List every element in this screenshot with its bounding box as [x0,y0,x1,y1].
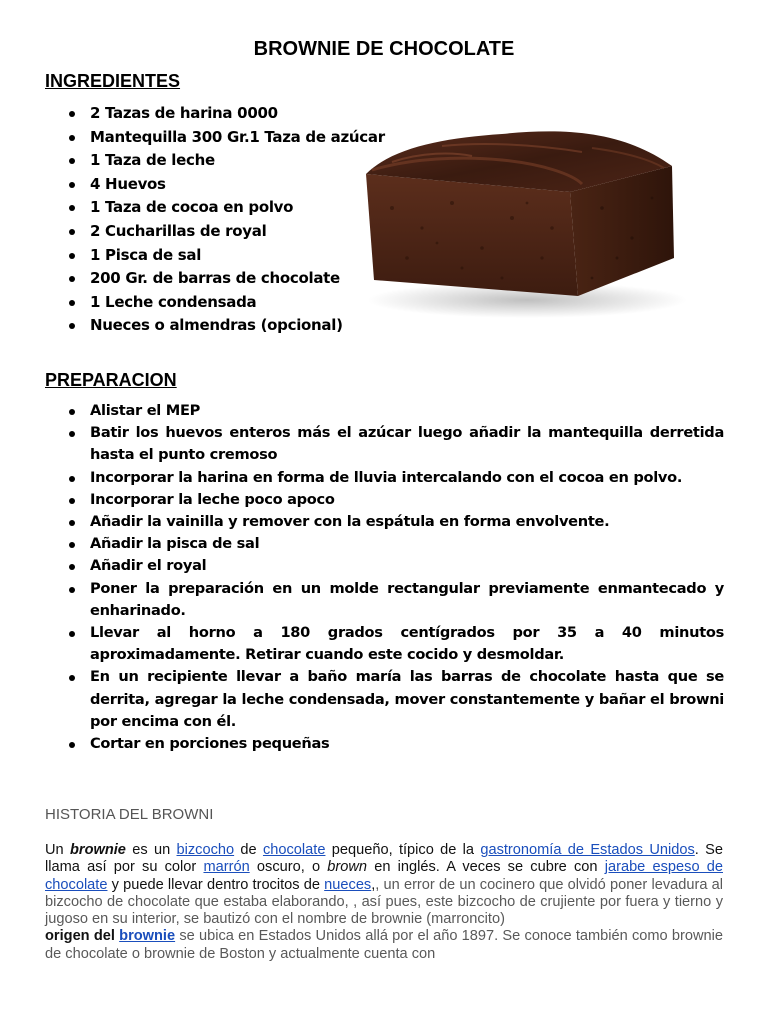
list-item: 2 Cucharillas de royal [68,220,408,244]
history-text-run: brown [327,859,368,876]
preparation-heading: PREPARACION [45,370,177,390]
history-text-run: y puede llevar dentro trocitos de [107,876,325,893]
link-nueces[interactable]: nueces [324,876,372,893]
history-text-run: de [234,842,263,858]
list-item: Alistar el MEP [68,400,724,422]
list-item: Incorporar la harina en forma de lluvia intercalando con el cocoa en polvo. [68,467,724,489]
brownie-image [352,108,686,322]
link-brownie[interactable]: brownie [119,928,176,945]
history-text-run: es un [125,842,177,858]
list-item: 1 Taza de cocoa en polvo [68,196,408,220]
list-item: Batir los huevos enteros más el azúcar luego añadir la mantequilla derretida hasta el punto cremoso [68,422,724,466]
ingredients-heading: INGREDIENTES [45,71,181,91]
list-item: Añadir la vainilla y remover con la espátula en forma envolvente. [68,511,724,533]
link-marron[interactable]: marrón [203,859,250,876]
history-text-run: origen del [45,928,120,945]
link-bizcocho[interactable]: bizcocho [176,842,235,858]
history-text-run: se ubica en Estados Unidos allá por el año 1897. Se conoce también como brownie de chocolate o brownie de Boston y actualmente cuenta con [45,928,723,962]
link-chocolate[interactable]: chocolate [262,842,326,858]
history-text-run: pequeño, típico de la [325,842,481,858]
list-item: 1 Leche condensada [68,291,408,315]
history-text-run: oscuro, o [249,859,328,876]
list-item: 200 Gr. de barras de chocolate [68,267,408,291]
preparation-list [68,400,724,755]
list-item: 1 Pisca de sal [68,244,408,268]
list-item: 2 Tazas de harina 0000 [68,102,408,126]
link-gastronomia[interactable]: gastronomía de Estados Unidos [480,842,695,858]
history-heading: HISTORIA DEL BROWNI [45,806,214,823]
list-item: Añadir el royal [68,555,724,577]
list-item: En un recipiente llevar a baño maría las barras de chocolate hasta que se derrita, agregar la leche condensada, mover constantemente y bañar el browni por encima con él. [68,666,724,733]
document-title: BROWNIE DE CHOCOLATE [253,38,515,60]
history-text [45,842,723,963]
link-jarabe[interactable]: jarabe espeso de chocolate [45,859,723,893]
list-item: 4 Huevos [68,173,408,197]
list-item: 1 Taza de leche [68,149,408,173]
list-item: Cortar en porciones pequeñas [68,733,724,755]
history-text-run: , [371,876,376,893]
list-item: Llevar al horno a 180 grados centígrados por 35 a 40 minutos aproximadamente. Retirar cuando este cocido y desmoldar. [68,622,724,666]
list-item: Nueces o almendras (opcional) [68,314,408,338]
history-text-run: en inglés. A veces se cubre con [367,859,605,876]
list-item: Poner la preparación en un molde rectangular previamente enmantecado y enharinado. [68,578,724,622]
history-text-run: , un error de un cocinero que olvidó poner levadura al bizcocho de chocolate que estaba elaborando, , así pues, este bizcocho de crujiente por fuera y tierno y jugoso en su interior, se bautizó con el nombre de brownie (marroncito) [45,876,723,928]
list-item: Incorporar la leche poco apoco [68,489,724,511]
history-text-run: brownie [69,842,126,858]
list-item: Añadir la pisca de sal [68,533,724,555]
history-text-run: Un [45,842,70,858]
list-item: Mantequilla 300 Gr.1 Taza de azúcar [68,126,408,150]
history-text-run: . Se llama así por su color [45,842,723,876]
